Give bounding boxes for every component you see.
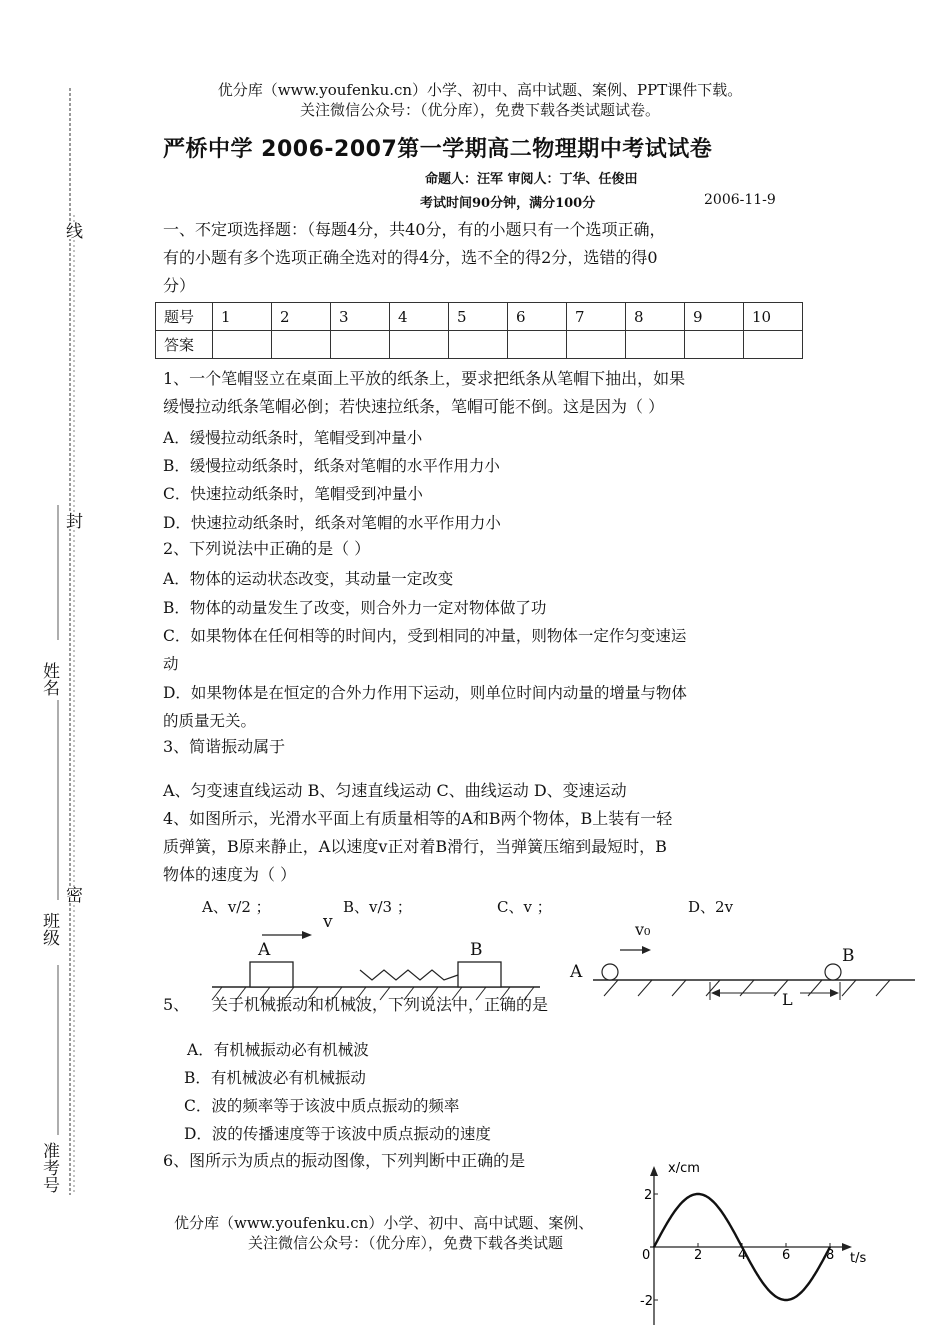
q5-option-a: A．有机械振动必有机械波	[187, 1041, 369, 1059]
q4-option-b: B、v/3 ；	[343, 898, 412, 916]
q4-stem-1: 4、如图所示，光滑水平面上有质量相等的A和B两个物体，B上装有一轻	[163, 809, 673, 828]
header-line-2: 关注微信公众号：（优分库），免费下载各类试题试卷。	[299, 101, 660, 119]
x-tick-label: 8	[826, 1248, 835, 1263]
q2-option-d-line-1: D．如果物体是在恒定的合外力作用下运动，则单位时间内动量的增量与物体	[163, 684, 687, 702]
q5-option-d: D．波的传播速度等于该波中质点振动的速度	[184, 1125, 491, 1143]
exam-info: 考试时间90分钟，满分100分	[420, 196, 596, 211]
seal-secret-label: 密	[60, 886, 85, 903]
question-number-cell: 9	[685, 303, 744, 331]
exam-date: 2006-11-9	[704, 192, 776, 208]
q4-option-a: A、v/2 ；	[202, 898, 271, 916]
header-line-1: 优分库（www.youfenku.cn）小学、初中、高中试题、案例、PPT课件下载。	[217, 81, 743, 99]
question-number-cell: 2	[272, 303, 331, 331]
x-tick-label: 2	[694, 1248, 703, 1263]
y-axis-label: x/cm	[668, 1161, 700, 1176]
y-tick-label: 2	[644, 1188, 653, 1203]
x-tick-label: 4	[738, 1248, 747, 1263]
y-axis-arrowhead	[650, 1166, 658, 1176]
section1-line-1: 一、不定项选择题：（每题4分，共40分，有的小题只有一个选项正确，	[163, 220, 666, 239]
exam-number-label: 准考号	[39, 1142, 59, 1193]
seal-seal-label: 封	[60, 512, 85, 529]
q2-option-d-line-2: 的质量无关。	[163, 712, 257, 730]
question-number-cell: 10	[744, 303, 803, 331]
q1-stem-2: 缓慢拉动纸条笔帽必倒；若快速拉纸条，笔帽可能不倒。这是因为（ ）	[163, 397, 665, 416]
fig2-label-b: B	[842, 946, 855, 966]
footer-line-2: 关注微信公众号：（优分库），免费下载各类试题	[248, 1234, 564, 1252]
q2-option-b: B．物体的动量发生了改变，则合外力一定对物体做了功	[163, 599, 547, 617]
q1-option-c: C．快速拉动纸条时，笔帽受到冲量小	[163, 485, 423, 503]
fig1-label-a: A	[258, 940, 271, 960]
q2-option-c-line-2: 动	[163, 655, 179, 673]
seal-line-label: 线	[60, 222, 85, 239]
class-label: 班级	[39, 912, 59, 946]
question-number-cell: 8	[626, 303, 685, 331]
question-number-cell: 3	[331, 303, 390, 331]
x-tick-label: 6	[782, 1248, 791, 1263]
y-tick-label: -2	[640, 1294, 653, 1309]
q3-stem: 3、简谐振动属于	[163, 737, 286, 756]
x-axis-label: t/s	[850, 1251, 867, 1266]
question-number-cell: 7	[567, 303, 626, 331]
fig2-label-l: L	[782, 990, 793, 1009]
q1-option-d: D．快速拉动纸条时，纸条对笔帽的水平作用力小	[163, 514, 501, 532]
q5-stem: 关于机械振动和机械波，下列说法中，正确的是	[212, 995, 549, 1014]
question-number-cell: 1	[213, 303, 272, 331]
page-title: 严桥中学 2006-2007第一学期高二物理期中考试试卷	[163, 137, 713, 162]
q4-stem-2: 质弹簧，B原来静止，A以速度v正对着B滑行，当弹簧压缩到最短时，B	[163, 837, 667, 856]
q5-option-b: B．有机械波必有机械振动	[184, 1069, 366, 1087]
table-row-label: 题号	[156, 303, 213, 331]
q4-option-d: D、2v	[688, 898, 734, 916]
q2-option-a: A．物体的运动状态改变，其动量一定改变	[163, 570, 454, 588]
q2-stem: 2、下列说法中正确的是（ ）	[163, 539, 371, 558]
q6-stem: 6、图所示为质点的振动图像，下列判断中正确的是	[163, 1151, 526, 1170]
q3-options: A、匀变速直线运动 B、匀速直线运动 C、曲线运动 D、变速运动	[163, 781, 627, 800]
q5-number: 5、	[163, 995, 190, 1014]
fig2-label-a: A	[570, 962, 583, 982]
question-number-cell: 5	[449, 303, 508, 331]
q1-option-b: B．缓慢拉动纸条时，纸条对笔帽的水平作用力小	[163, 457, 500, 475]
fig1-label-v: v	[323, 912, 333, 932]
x-axis-arrowhead	[842, 1243, 852, 1251]
fig1-label-b: B	[470, 940, 483, 960]
authors-line: 命题人：汪军 审阅人：丁华、任俊田	[425, 172, 638, 187]
footer-line-1: 优分库（www.youfenku.cn）小学、初中、高中试题、案例、	[174, 1214, 594, 1232]
question-number-cell: 4	[390, 303, 449, 331]
section1-line-2: 有的小题有多个选项正确全选对的得4分，选不全的得2分，选错的得0	[163, 248, 658, 267]
x-tick-label: 0	[642, 1248, 651, 1263]
fig2-label-v0: v₀	[635, 920, 651, 939]
table-row-label: 答案	[156, 331, 213, 359]
q1-option-a: A．缓慢拉动纸条时，笔帽受到冲量小	[163, 429, 423, 447]
q4-option-c: C、v ；	[497, 898, 552, 916]
q1-stem-1: 1、一个笔帽竖立在桌面上平放的纸条上，要求把纸条从笔帽下抽出，如果	[163, 369, 686, 388]
section1-line-3: 分）	[163, 276, 196, 295]
q5-option-c: C．波的频率等于该波中质点振动的频率	[184, 1097, 460, 1115]
question-number-cell: 6	[508, 303, 567, 331]
q2-option-c-line-1: C．如果物体在任何相等的时间内，受到相同的冲量，则物体一定作匀变速运	[163, 627, 687, 645]
q4-stem-3: 物体的速度为（ ）	[163, 865, 297, 884]
name-label: 姓名	[39, 662, 59, 696]
